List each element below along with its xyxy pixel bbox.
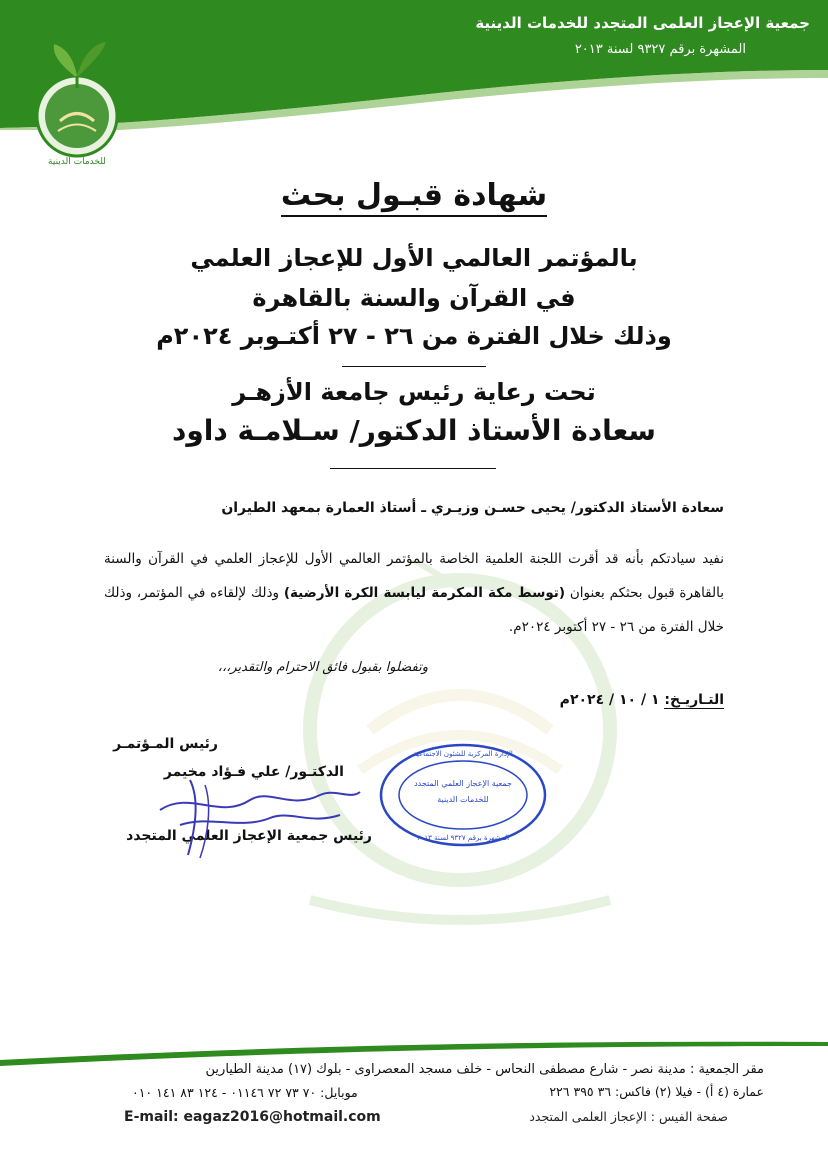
association-logo bbox=[22, 26, 132, 166]
registration-number: المشهرة برقم ٩٣٢٧ لسنة ٢٠١٣ bbox=[574, 42, 746, 57]
conference-name-line1: بالمؤتمر العالمي الأول للإعجاز العلمي bbox=[190, 244, 638, 272]
divider bbox=[342, 366, 486, 367]
footer-phones: موبايل: ٧٠ ٧٣ ٧٢ ٠١١٤٦ - ١٢٤ ٨٣ ١٤١ ٠١٠ bbox=[132, 1085, 358, 1100]
svg-text:للخدمات الدينية: للخدمات الدينية bbox=[437, 795, 489, 804]
footer-facebook: صفحة الفيس : الإعجاز العلمى المتجدد bbox=[529, 1109, 728, 1124]
organization-name: جمعية الإعجاز العلمى المتجدد للخدمات الدينية bbox=[475, 14, 810, 32]
recipient-line: سعادة الأستاذ الدكتور/ يحيى حسـن وزيـري ـ أستاذ العمارة بمعهد الطيران bbox=[221, 500, 724, 516]
date-label: التـاريـخ: bbox=[664, 692, 724, 708]
closing-phrase: وتفضلوا بقبول فائق الاحترام والتقدير،،، bbox=[217, 660, 428, 675]
conference-dates: وذلك خلال الفترة من ٢٦ - ٢٧ أكتـوبر ٢٠٢٤م bbox=[156, 322, 672, 350]
conference-head-name: الدكتـور/ علي فـؤاد مخيمر bbox=[163, 764, 344, 780]
conference-head-title: رئيس المـؤتمـر bbox=[113, 736, 218, 752]
certificate-title: شهادة قبـول بحث bbox=[0, 178, 828, 213]
date-value: ١ / ١٠ / ٢٠٢٤م bbox=[559, 692, 660, 708]
footer-address: مقر الجمعية : مدينة نصر - شارع مصطفى النحاس - خلف مسجد المعصراوى - بلوك (١٧) مدينة الطيارين bbox=[205, 1062, 764, 1077]
letter-body bbox=[104, 542, 724, 644]
svg-text:للخدمات الدينية: للخدمات الدينية bbox=[48, 157, 106, 166]
letter-body-outro: وذلك لإلقاءه في المؤتمر، وذلك خلال الفترة من ٢٦ - ٢٧ أكتوبر ٢٠٢٤م. bbox=[104, 585, 724, 635]
official-stamp bbox=[378, 742, 548, 848]
svg-text:الإدارة المركزية للشئون الاجتم: الإدارة المركزية للشئون الاجتماعية bbox=[413, 750, 513, 758]
patron-name: سعادة الأستاذ الدكتور/ سـلامـة داود bbox=[172, 414, 656, 447]
footer-building-fax: عمارة (٤ أ) - فيلا (٢) فاكس: ٣٦ ٣٩٥ ٢٢٦ bbox=[549, 1084, 764, 1099]
research-title: (توسط مكة المكرمة ليابسة الكرة الأرضية) bbox=[283, 585, 566, 601]
divider bbox=[330, 468, 496, 469]
patronage-line: تحت رعاية رئيس جامعة الأزهـر bbox=[232, 378, 596, 406]
svg-text:المشهرة برقم ٩٣٢٧ لسنة ٢٠١٣: المشهرة برقم ٩٣٢٧ لسنة ٢٠١٣ bbox=[416, 834, 510, 842]
svg-text:جمعية الإعجاز العلمي المتجدد: جمعية الإعجاز العلمي المتجدد bbox=[414, 779, 512, 788]
letter-body-intro: نفيد سيادتكم بأنه قد أقرت اللجنة العلمية الخاصة بالمؤتمر العالمي الأول للإعجاز العلمي في القرآن والسنة بالقاهرة قبول بحثكم بعنوان bbox=[104, 551, 724, 601]
association-head-title: رئيس جمعية الإعجاز العلمي المتجدد bbox=[126, 828, 372, 844]
date-line bbox=[560, 692, 724, 708]
handwritten-signature bbox=[150, 770, 370, 860]
footer-email[interactable]: E-mail: eagaz2016@hotmail.com bbox=[124, 1109, 381, 1125]
conference-name-line2: في القرآن والسنة بالقاهرة bbox=[252, 284, 576, 312]
